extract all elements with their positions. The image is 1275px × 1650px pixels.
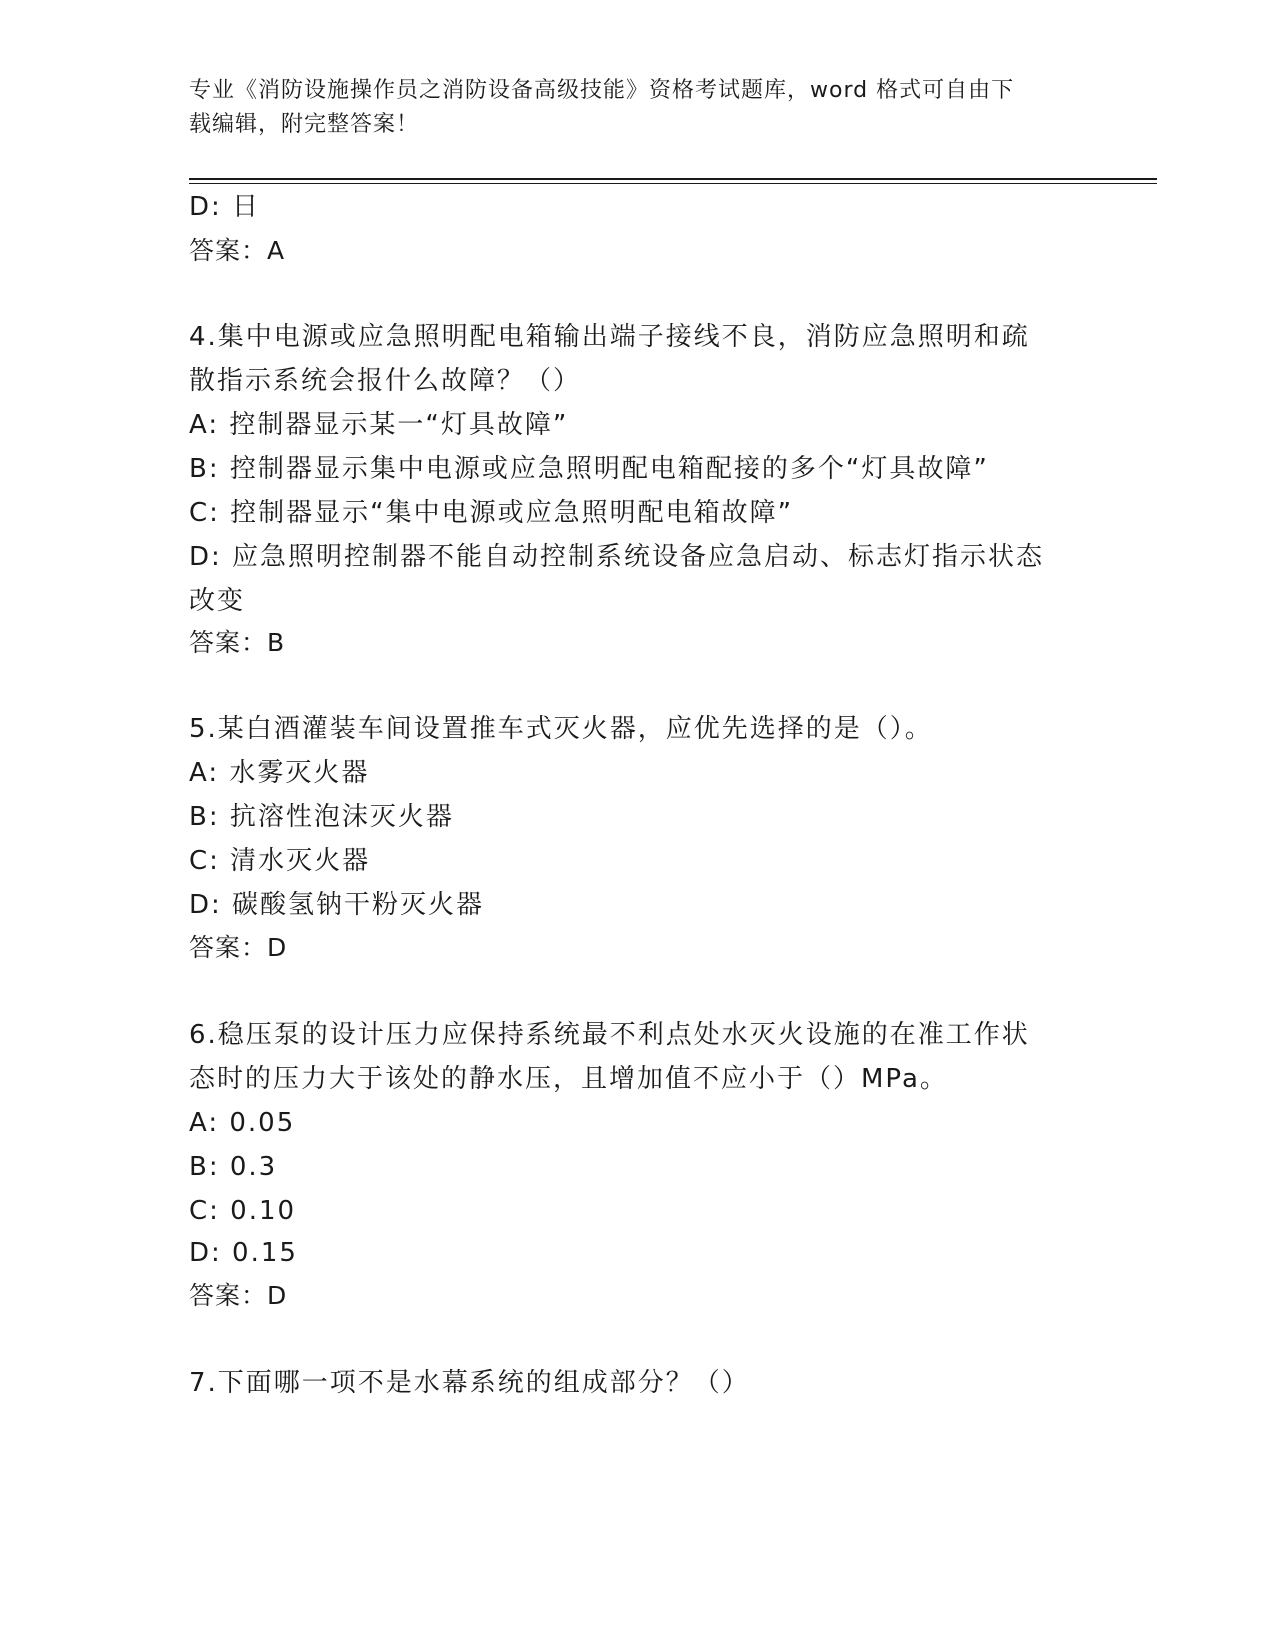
q4-option-a: A: 控制器显示某一“灯具故障” [189,410,569,440]
q6-option-b: B: 0.3 [189,1152,278,1182]
q3-option-d: D: 日 [189,192,261,222]
q6-stem-line-1: 6.稳压泵的设计压力应保持系统最不利点处水灭火设施的在准工作状 [189,1020,1030,1050]
q5-option-a: A: 水雾灭火器 [189,758,370,788]
q5-option-c: C: 清水灭火器 [189,846,371,876]
q5-option-d: D: 碳酸氢钠干粉灭火器 [189,890,485,920]
q4-stem-line-1: 4.集中电源或应急照明配电箱输出端子接线不良，消防应急照明和疏 [189,322,1030,352]
header-divider-thin [189,183,1157,184]
q4-stem-line-2: 散指示系统会报什么故障？（） [189,366,582,396]
q6-option-a: A: 0.05 [189,1108,296,1138]
q4-option-d-line-2: 改变 [189,586,246,616]
q4-option-b: B: 控制器显示集中电源或应急照明配电箱配接的多个“灯具故障” [189,454,989,484]
q4-option-d-line-1: D: 应急照明控制器不能自动控制系统设备应急启动、标志灯指示状态 [189,542,1045,572]
q6-option-d: D: 0.15 [189,1238,298,1268]
q5-stem: 5.某白酒灌装车间设置推车式灭火器，应优先选择的是（）。 [189,714,933,744]
header-line-2: 载编辑，附完整答案！ [189,112,420,137]
q6-option-c: C: 0.10 [189,1196,297,1226]
q4-answer: 答案：B [189,628,286,657]
q6-stem-line-2: 态时的压力大于该处的静水压，且增加值不应小于（）MPa。 [189,1064,948,1094]
q7-stem: 7.下面哪一项不是水幕系统的组成部分？（） [189,1368,750,1398]
header-line-1: 专业《消防设施操作员之消防设备高级技能》资格考试题库，word 格式可自由下 [189,78,1015,103]
q6-answer: 答案：D [189,1281,288,1310]
q5-option-b: B: 抗溶性泡沫灭火器 [189,802,454,832]
header-divider-thick [189,178,1157,180]
q5-answer: 答案：D [189,933,288,962]
q4-option-c: C: 控制器显示“集中电源或应急照明配电箱故障” [189,498,794,528]
page-header [189,74,1069,142]
q3-answer: 答案：A [189,236,286,265]
